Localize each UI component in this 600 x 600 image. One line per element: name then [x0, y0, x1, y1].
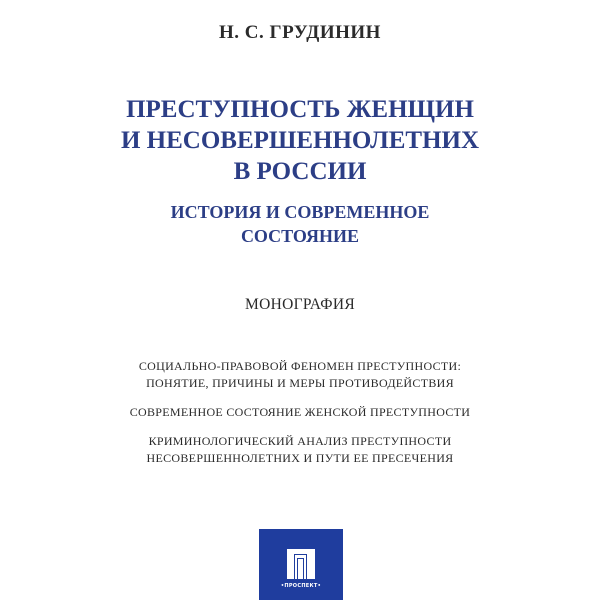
publisher-name: •ПРОСПЕКТ•	[280, 583, 322, 589]
topic-line: НЕСОВЕРШЕННОЛЕТНИХ И ПУТИ ЕЕ ПРЕСЕЧЕНИЯ	[146, 451, 454, 465]
title-line: В РОССИИ	[233, 158, 367, 185]
topic-line: СОВРЕМЕННОЕ СОСТОЯНИЕ ЖЕНСКОЙ ПРЕСТУПНОСТИ	[129, 405, 471, 419]
book-subtitle	[0, 200, 600, 248]
title-line: И НЕСОВЕРШЕННОЛЕТНИХ	[120, 127, 480, 154]
genre-label: МОНОГРАФИЯ	[245, 296, 355, 313]
subtitle-line: СОСТОЯНИЕ	[240, 226, 360, 246]
publisher-logo-box	[259, 529, 343, 600]
topics-list	[0, 358, 600, 479]
topic-item	[0, 433, 600, 467]
subtitle-line: ИСТОРИЯ И СОВРЕМЕННОЕ	[170, 202, 430, 222]
arch-door-icon	[287, 549, 315, 579]
topic-line: ПОНЯТИЕ, ПРИЧИНЫ И МЕРЫ ПРОТИВОДЕЙСТВИЯ	[146, 376, 454, 390]
title-line: ПРЕСТУПНОСТЬ ЖЕНЩИН	[126, 96, 474, 123]
book-title	[0, 94, 600, 187]
topic-line: КРИМИНОЛОГИЧЕСКИЙ АНАЛИЗ ПРЕСТУПНОСТИ	[148, 434, 452, 448]
topic-line: СОЦИАЛЬНО-ПРАВОВОЙ ФЕНОМЕН ПРЕСТУПНОСТИ:	[138, 359, 462, 373]
topic-item	[0, 404, 600, 421]
topic-item	[0, 358, 600, 392]
author-name: Н. С. ГРУДИНИН	[219, 22, 381, 43]
